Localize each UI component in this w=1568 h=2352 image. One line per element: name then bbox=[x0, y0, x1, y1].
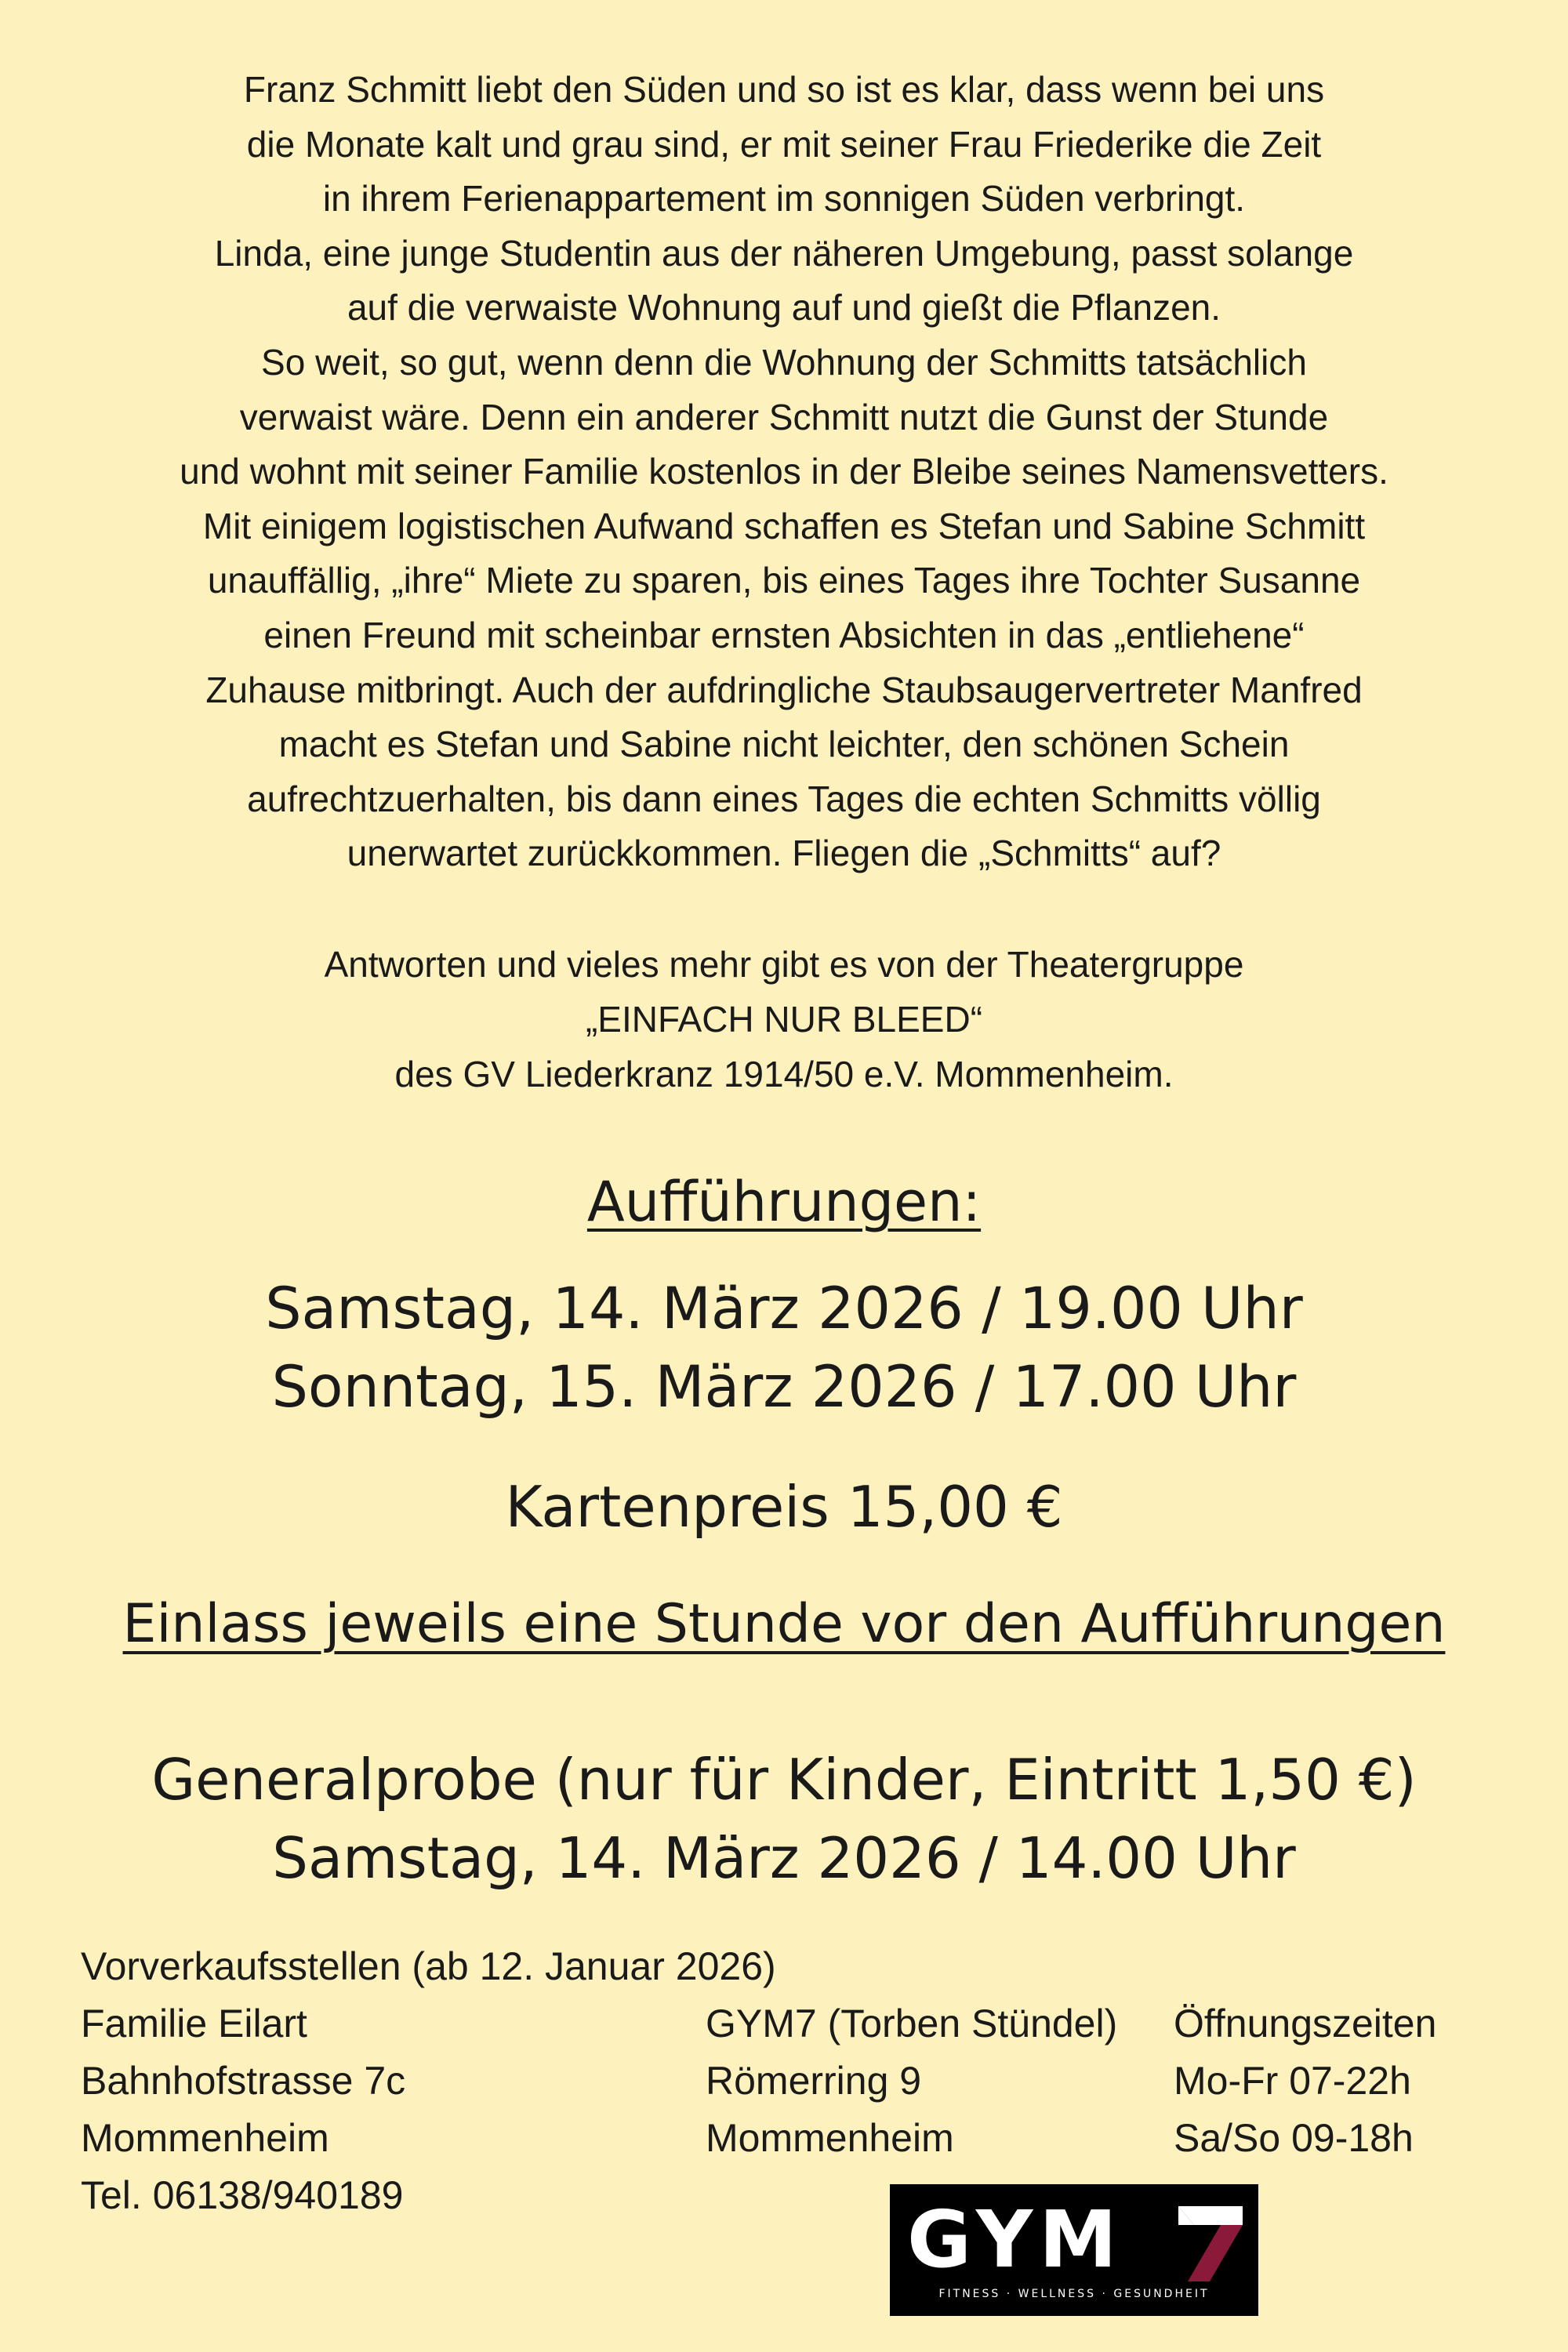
story-line: So weit, so gut, wenn denn die Wohnung der Schmitts tatsächlich bbox=[261, 341, 1307, 383]
outlet-name: GYM7 (Torben Stündel) bbox=[706, 2002, 1118, 2045]
rehearsal-date: Samstag, 14. März 2026 / 14.00 Uhr bbox=[272, 1825, 1296, 1891]
story-line: Franz Schmitt liebt den Süden und so ist es klar, dass wenn bei uns bbox=[243, 69, 1325, 110]
story-line: einen Freund mit scheinbar ernsten Absichten in das „entliehene“ bbox=[263, 614, 1305, 655]
outlet-street: Bahnhofstrasse 7c bbox=[81, 2059, 406, 2103]
gym7-logo bbox=[890, 2184, 1258, 2316]
logo-wordmark: GYM bbox=[907, 2194, 1123, 2285]
opening-hours-weekdays: Mo-Fr 07-22h bbox=[1174, 2059, 1411, 2103]
outlet-town: Mommenheim bbox=[81, 2116, 329, 2160]
story-line: Zuhause mitbringt. Auch der aufdringliche Staubsaugervertreter Manfred bbox=[205, 669, 1363, 710]
story-text bbox=[0, 63, 1568, 881]
credits-line: Antworten und vieles mehr gibt es von der Theatergruppe bbox=[324, 944, 1244, 985]
outlet-name: Familie Eilart bbox=[81, 2002, 307, 2045]
story-line: die Monate kalt und grau sind, er mit seiner Frau Friederike die Zeit bbox=[246, 123, 1322, 165]
story-line: auf die verwaiste Wohnung auf und gießt die Pflanzen. bbox=[347, 287, 1221, 328]
story-line: macht es Stefan und Sabine nicht leichter, den schönen Schein bbox=[278, 724, 1290, 765]
ticket-price: Kartenpreis 15,00 € bbox=[505, 1474, 1063, 1540]
club-name: des GV Liederkranz 1914/50 e.V. Mommenheim. bbox=[394, 1054, 1174, 1094]
theater-group-name: „EINFACH NUR BLEED“ bbox=[585, 999, 983, 1040]
story-line: in ihrem Ferienappartement im sonnigen Süden verbringt. bbox=[322, 178, 1246, 220]
presale-outlet-eilart bbox=[81, 1995, 405, 2224]
theater-group-credits bbox=[0, 937, 1568, 1102]
performance-date-2: Sonntag, 15. März 2026 / 17.00 Uhr bbox=[271, 1354, 1297, 1421]
logo-tagline: FITNESS · WELLNESS · GESUNDHEIT bbox=[938, 2288, 1210, 2300]
story-line: unerwartet zurückkommen. Fliegen die „Schmitts“ auf? bbox=[347, 833, 1221, 874]
rehearsal-title: Generalprobe (nur für Kinder, Eintritt 1,50 €) bbox=[151, 1747, 1417, 1813]
story-line: aufrechtzuerhalten, bis dann eines Tages die echten Schmitts völlig bbox=[247, 778, 1321, 819]
entry-notice-text: Einlass jeweils eine Stunde vor den Aufführungen bbox=[122, 1593, 1446, 1655]
opening-hours bbox=[1174, 1995, 1436, 2167]
story-line: und wohnt mit seiner Familie kostenlos in der Bleibe seines Namensvetters. bbox=[180, 451, 1388, 492]
opening-hours-title: Öffnungszeiten bbox=[1174, 2002, 1437, 2045]
performances-heading-text: Aufführungen: bbox=[586, 1170, 982, 1234]
outlet-town: Mommenheim bbox=[706, 2116, 954, 2160]
dress-rehearsal bbox=[0, 1740, 1568, 1897]
story-line: Linda, eine junge Studentin aus der näheren Umgebung, passt solange bbox=[214, 232, 1354, 274]
outlet-street: Römerring 9 bbox=[706, 2059, 922, 2103]
performances-heading bbox=[0, 1167, 1568, 1237]
performance-dates bbox=[0, 1270, 1568, 1427]
performance-date-1: Samstag, 14. März 2026 / 19.00 Uhr bbox=[265, 1276, 1303, 1342]
opening-hours-weekend: Sa/So 09-18h bbox=[1174, 2116, 1414, 2160]
presale-title: Vorverkaufsstellen (ab 12. Januar 2026) bbox=[81, 1944, 776, 1988]
story-line: unauffällig, „ihre“ Miete zu sparen, bis eines Tages ihre Tochter Susanne bbox=[207, 560, 1361, 601]
seven-mark-icon bbox=[1172, 2200, 1247, 2286]
presale-outlet-gym7 bbox=[706, 1995, 1117, 2167]
story-line: Mit einigem logistischen Aufwand schaffen es Stefan und Sabine Schmitt bbox=[202, 505, 1366, 546]
outlet-phone: Tel. 06138/940189 bbox=[81, 2173, 404, 2217]
entry-notice bbox=[0, 1585, 1568, 1664]
story-line: verwaist wäre. Denn ein anderer Schmitt nutzt die Gunst der Stunde bbox=[239, 396, 1329, 437]
